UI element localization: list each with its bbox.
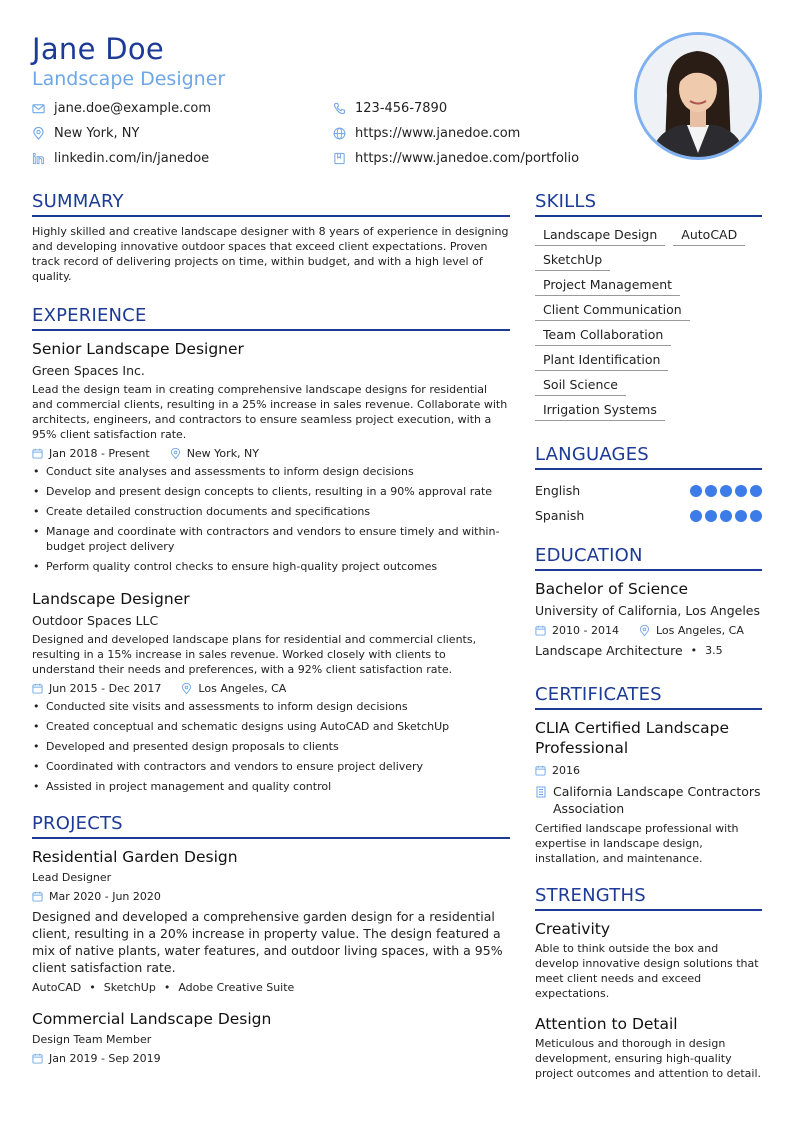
- job-bullets: [32, 464, 510, 574]
- experience-section: [32, 304, 510, 794]
- calendar-icon: [535, 625, 546, 636]
- job-dates: Jun 2015 - Dec 2017: [49, 682, 162, 695]
- project-item: [32, 847, 510, 995]
- list-item: • Conducted site visits and assessments to inform design decisions: [32, 699, 510, 714]
- calendar-icon: [32, 448, 43, 459]
- calendar-icon: [32, 891, 43, 902]
- list-item: • Conduct site analyses and assessments to inform design decisions: [32, 464, 510, 479]
- list-item: • Develop and present design concepts to clients, resulting in a 90% approval rate: [32, 484, 510, 499]
- calendar-icon: [32, 683, 43, 694]
- strengths-title: STRENGTHS: [535, 884, 762, 911]
- candidate-role: Landscape Designer: [32, 68, 226, 90]
- strength-title: Creativity: [535, 920, 611, 938]
- skill-tag: Plant Identification: [535, 350, 668, 371]
- contact-phone[interactable]: [333, 101, 447, 116]
- contact-portfolio[interactable]: [333, 151, 579, 166]
- building-icon: [535, 786, 547, 798]
- email-text: jane.doe@example.com: [54, 101, 212, 116]
- project-dates: Jan 2019 - Sep 2019: [49, 1052, 161, 1065]
- phone-text: 123-456-7890: [355, 101, 448, 116]
- website-text: https://www.janedoe.com: [355, 126, 521, 141]
- strength-text: Meticulous and thorough in design development, ensuring high-quality project outcomes and attention to detail.: [535, 1037, 761, 1080]
- projects-section: [32, 812, 510, 1066]
- calendar-icon: [32, 1053, 43, 1064]
- project-title: Commercial Landscape Design: [32, 1010, 272, 1028]
- linkedin-text: linkedin.com/in/janedoe: [54, 151, 210, 166]
- project-dates: Mar 2020 - Jun 2020: [49, 890, 161, 903]
- linkedin-icon: [32, 152, 45, 165]
- project-meta: [32, 889, 510, 904]
- job-bullets: [32, 699, 510, 794]
- education-field-row: Landscape Architecture • 3.5: [535, 643, 723, 658]
- location-icon: [170, 448, 181, 459]
- language-name: English: [535, 483, 581, 498]
- job-item: [32, 339, 510, 574]
- job-meta: [32, 681, 510, 696]
- certificates-section: [535, 683, 762, 866]
- skill-tag: Soil Science: [535, 375, 626, 396]
- project-description: Designed and developed a comprehensive garden design for a residential client, resulting in a 20% increase in property value. The design featured a mix of native plants, water features, and outdoor living spaces, with a 95% client satisfaction rate.: [32, 909, 503, 975]
- profile-photo: [634, 32, 762, 160]
- calendar-icon: [535, 765, 546, 776]
- contact-location: [32, 126, 139, 141]
- languages-title: LANGUAGES: [535, 443, 762, 470]
- email-icon: [32, 102, 45, 115]
- skill-tag: AutoCAD: [673, 225, 745, 246]
- project-title: Residential Garden Design: [32, 848, 238, 866]
- language-level: [690, 485, 762, 497]
- list-item: • Manage and coordinate with contractors and vendors to ensure timely and within-budget project delivery: [32, 524, 510, 554]
- education-section: [535, 544, 762, 659]
- skill-tag: Team Collaboration: [535, 325, 671, 346]
- education-dates: 2010 - 2014: [552, 624, 619, 637]
- job-company: Green Spaces Inc.: [32, 363, 145, 378]
- project-meta: [32, 1051, 510, 1066]
- job-description: Designed and developed landscape plans for residential and commercial clients, resulting in a 15% increase in sales revenue. Worked closely with clients to understand their needs and preferences, with a 92% client satisfaction rate.: [32, 633, 477, 676]
- contact-website[interactable]: [333, 126, 520, 141]
- languages-section: [535, 443, 762, 528]
- skill-tag: SketchUp: [535, 250, 610, 271]
- job-description: Lead the design team in creating comprehensive landscape designs for residential and commercial clients, resulting in a 25% increase in sales revenue. Collaborate with architects, engineers, and contractors to ensure seamless project execution, with a 95% client satisfaction rate.: [32, 383, 508, 441]
- skill-tag: Landscape Design: [535, 225, 665, 246]
- contact-linkedin[interactable]: [32, 151, 209, 166]
- certificate-name: CLIA Certified Landscape Professional: [535, 719, 730, 757]
- education-meta: [535, 623, 762, 638]
- location-text: New York, NY: [54, 126, 140, 141]
- list-item: • Coordinated with contractors and vendors to ensure project delivery: [32, 759, 510, 774]
- certificate-issuer-row: [535, 783, 762, 817]
- strength-text: Able to think outside the box and develop innovative design solutions that meet client needs and exceed expectations.: [535, 942, 759, 1000]
- project-role: Lead Designer: [32, 871, 112, 884]
- experience-title: EXPERIENCE: [32, 304, 510, 331]
- job-meta: [32, 446, 510, 461]
- project-item: [32, 1009, 510, 1066]
- job-title: Landscape Designer: [32, 590, 190, 608]
- job-location: New York, NY: [186, 447, 259, 460]
- language-level: [690, 510, 762, 522]
- language-row: [535, 503, 762, 528]
- project-tag: Adobe Creative Suite: [178, 981, 295, 994]
- projects-title: PROJECTS: [32, 812, 510, 839]
- education-location: Los Angeles, CA: [655, 624, 744, 637]
- location-icon: [639, 625, 650, 636]
- summary-title: SUMMARY: [32, 190, 510, 217]
- summary-section: [32, 190, 510, 284]
- skill-tag: Project Management: [535, 275, 680, 296]
- project-tag: AutoCAD: [32, 981, 82, 994]
- portfolio-text: https://www.janedoe.com/portfolio: [355, 151, 580, 166]
- list-item: • Create detailed construction documents and specifications: [32, 504, 510, 519]
- strengths-section: [535, 884, 762, 1081]
- certificate-description: Certified landscape professional with expertise in landscape design, installation, and maintenance.: [535, 822, 739, 865]
- skill-tag: Client Communication: [535, 300, 690, 321]
- job-company: Outdoor Spaces LLC: [32, 613, 159, 628]
- globe-icon: [333, 127, 346, 140]
- education-field: Landscape Architecture: [535, 643, 683, 658]
- job-location: Los Angeles, CA: [198, 682, 287, 695]
- education-title: EDUCATION: [535, 544, 762, 571]
- certificate-issuer: California Landscape Contractors Association: [553, 784, 761, 816]
- candidate-name: Jane Doe: [32, 32, 165, 66]
- skills-title: SKILLS: [535, 190, 762, 217]
- job-title: Senior Landscape Designer: [32, 340, 244, 358]
- language-row: [535, 478, 762, 503]
- skills-list: [535, 225, 762, 421]
- education-gpa: 3.5: [705, 644, 723, 657]
- skills-section: [535, 190, 762, 421]
- project-tag: SketchUp: [103, 981, 156, 994]
- job-dates: Jan 2018 - Present: [49, 447, 150, 460]
- bookmark-icon: [333, 152, 346, 165]
- project-tags: AutoCAD • SketchUp • Adobe Creative Suite: [32, 981, 295, 994]
- list-item: • Developed and presented design proposals to clients: [32, 739, 510, 754]
- certificate-year: 2016: [552, 764, 580, 777]
- list-item: • Perform quality control checks to ensure high-quality project outcomes: [32, 559, 510, 574]
- school: University of California, Los Angeles: [535, 603, 761, 618]
- left-column: [32, 190, 510, 1066]
- degree: Bachelor of Science: [535, 580, 689, 598]
- project-role: Design Team Member: [32, 1033, 152, 1046]
- certificate-year-row: [535, 763, 762, 778]
- skill-tag: Irrigation Systems: [535, 400, 665, 421]
- summary-text: Highly skilled and creative landscape designer with 8 years of experience in designing and developing innovative outdoor spaces that exceed client expectations. Proven track record of delivering projects on time, within budget, and with a high level of quality.: [32, 225, 509, 283]
- phone-icon: [333, 102, 346, 115]
- resume-header: [32, 30, 762, 166]
- language-name: Spanish: [535, 508, 585, 523]
- list-item: • Created conceptual and schematic designs using AutoCAD and SketchUp: [32, 719, 510, 734]
- certificates-title: CERTIFICATES: [535, 683, 762, 710]
- list-item: • Assisted in project management and quality control: [32, 779, 510, 794]
- location-icon: [181, 683, 192, 694]
- location-icon: [32, 127, 45, 140]
- right-column: [535, 190, 762, 1081]
- strength-title: Attention to Detail: [535, 1015, 678, 1033]
- job-item: [32, 589, 510, 794]
- contact-email[interactable]: [32, 101, 211, 116]
